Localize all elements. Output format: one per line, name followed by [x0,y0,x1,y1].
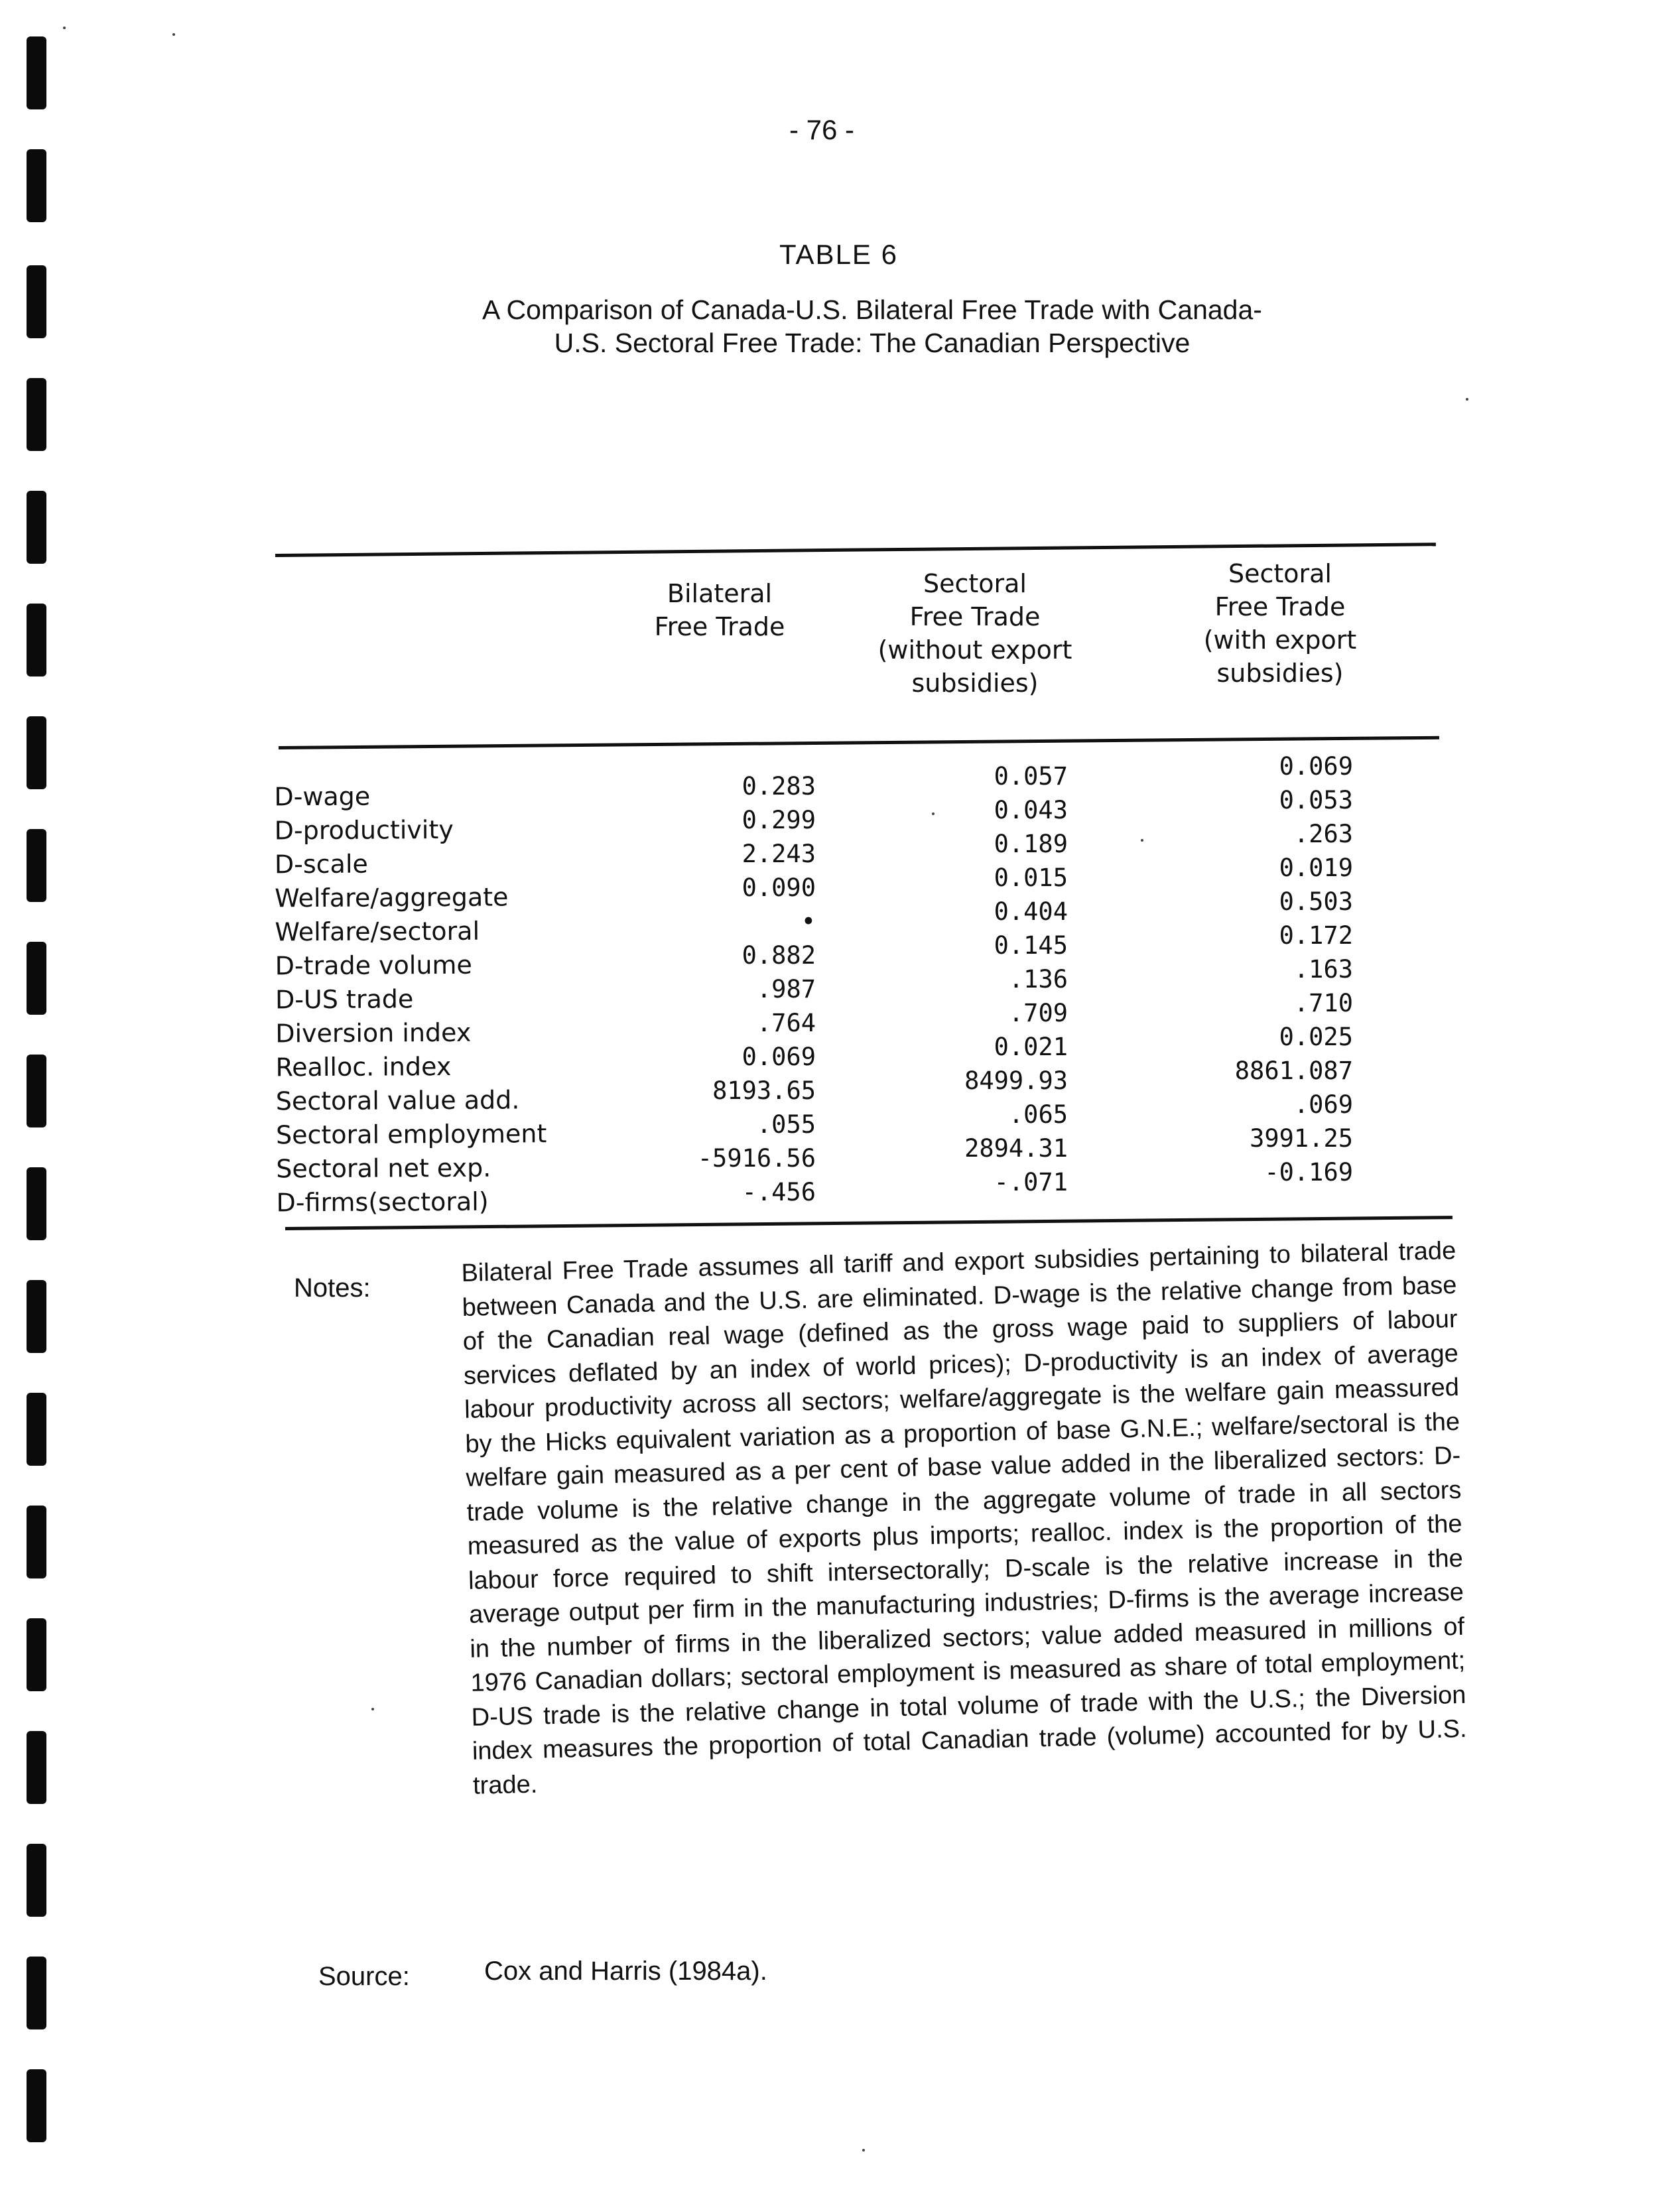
row-label: D-productivity [274,814,454,846]
sectoral-without-cell: 0.057 [994,762,1068,791]
sectoral-with-cell: 8861.087 [1234,1057,1353,1085]
sectoral-with-cell: 0.172 [1279,921,1353,950]
binding-mark [27,1731,46,1804]
bilateral-values [663,769,816,1209]
bilateral-cell: 2.243 [742,840,816,868]
page-number: - 76 - [789,114,855,145]
sectoral-with-cell: 0.069 [1279,752,1353,781]
sectoral-without-cell: -.071 [994,1168,1068,1196]
binding-mark [27,378,46,451]
table-top-rule [275,543,1436,557]
source-label: Source: [318,1962,410,1991]
sectoral-without-cell: .136 [1008,965,1068,994]
bilateral-cell: • [801,907,816,936]
row-label: D-trade volume [275,950,472,981]
sectoral-without-cell: 0.015 [994,864,1068,892]
binding-mark [27,1506,46,1578]
binding-mark [27,942,46,1015]
sectoral-with-cell: .263 [1293,820,1353,848]
binding-mark [27,1055,46,1127]
sectoral-without-cell: 0.189 [994,830,1068,858]
sectoral-with-cell: -0.169 [1264,1158,1353,1187]
sectoral-without-cell: 0.043 [994,796,1068,824]
bilateral-cell: -5916.56 [697,1144,816,1173]
column-header-sectoral-without: Sectoral Free Trade (without export subsidies) [877,569,1072,698]
scan-speck [371,1708,374,1710]
scan-speck [1141,839,1143,842]
sectoral-without-cell: 0.021 [994,1033,1068,1061]
row-label: Welfare/aggregate [275,882,509,913]
binding-mark [27,1957,46,2029]
table-caption: A Comparison of Canada-U.S. Bilateral Free Trade with Canada-U.S. Sectoral Free Trade: The Canadian Perspective [482,294,1262,358]
bilateral-cell: 0.882 [742,941,816,970]
notes-label: Notes: [294,1273,371,1303]
bilateral-cell: -.456 [742,1178,816,1206]
sectoral-with-cell: 3991.25 [1250,1124,1353,1153]
row-labels [274,779,621,1220]
sectoral-without-cell: 0.404 [994,897,1068,926]
scan-speck [1466,398,1468,401]
row-label: Realloc. index [275,1051,452,1082]
binding-mark [27,1618,46,1691]
bilateral-cell: .764 [756,1009,816,1037]
column-header-sectoral-with: Sectoral Free Trade (with export subsidies) [1203,559,1357,688]
scan-speck [172,33,175,36]
row-label: Sectoral employment [275,1119,547,1150]
sectoral-without-values [915,759,1068,1199]
row-label: Welfare/sectoral [275,916,480,947]
sectoral-with-cell: 0.019 [1279,854,1353,882]
scan-speck [63,27,66,29]
table-label: TABLE 6 [779,239,898,270]
binding-mark [27,491,46,564]
binding-mark [27,604,46,676]
sectoral-without-cell: 8499.93 [964,1066,1068,1095]
bilateral-cell: .055 [756,1110,816,1139]
row-label: D-US trade [275,984,414,1015]
binding-mark [27,265,46,338]
row-label: D-wage [274,781,371,812]
table-header-rule [279,736,1439,749]
sectoral-without-cell: .709 [1008,999,1068,1027]
sectoral-without-cell: 2894.31 [964,1134,1068,1163]
binding-mark [27,829,46,902]
sectoral-with-values [1187,749,1353,1189]
sectoral-with-cell: 0.503 [1279,887,1353,916]
binding-mark [27,2069,46,2142]
bilateral-cell: 0.283 [742,772,816,801]
notes-text: Bilateral Free Trade assumes all tariff and export subsidies pertaining to bilateral trade between Canada and the U.S. are eliminated. D-wage is the relative change from base of the Canadian real wage (defined as the gross wage paid to suppliers of labour services deflated by an index of world prices); D-productivity is an index of average labour productivity across all sectors; welfare/aggregate is the welfare gain meassured by the Hicks equivalent variation as a proportion of base G.N.E.; welfare/sectoral is the welfare gain measured as a per cent of base value added in the liberalized sectors: D-trade volume is the relative change in the aggregate volume of trade in all sectors measured as the value of exports plus imports; realloc. index is the proportion of the labour force required to shift intersectorally; D-scale is the relative increase in the average output per firm in the manufacturing industries; D-firms is the average increase in the number of firms in the liberalized sectors; value added measured in millions of 1976 Canadian dollars; sectoral employment is measured as share of total employment; D-US trade is the relative change in total volume of trade with the U.S.; the Diversion index measures the proportion of total Canadian trade (volume) accounted for by U.S. trade. [461,1236,1468,1800]
binding-mark [27,1167,46,1240]
sectoral-without-cell: .065 [1008,1100,1068,1129]
column-header-bilateral: Bilateral Free Trade [654,579,785,641]
sectoral-with-cell: .710 [1293,989,1353,1017]
scan-speck [862,2149,865,2152]
binding-mark [27,149,46,222]
row-label: Diversion index [275,1017,472,1049]
bilateral-cell: 0.090 [742,873,816,902]
bilateral-cell: 0.069 [742,1043,816,1071]
sectoral-with-cell: 0.053 [1279,786,1353,814]
binding-mark [27,716,46,789]
bilateral-cell: 0.299 [742,806,816,834]
binding-mark [27,1844,46,1917]
sectoral-with-cell: 0.025 [1279,1023,1353,1051]
row-label: Sectoral net exp. [276,1153,491,1184]
binding-mark [27,36,46,109]
bilateral-cell: .987 [756,975,816,1003]
sectoral-with-cell: .069 [1293,1090,1353,1119]
row-label: D-firms(sectoral) [276,1187,489,1218]
sectoral-without-cell: 0.145 [994,931,1068,960]
bilateral-cell: 8193.65 [712,1076,816,1105]
row-label: Sectoral value add. [275,1085,520,1116]
row-label: D-scale [274,849,368,879]
binding-mark [27,1393,46,1466]
sectoral-with-cell: .163 [1293,955,1353,984]
source-citation: Cox and Harris (1984a). [484,1957,767,1986]
binding-mark [27,1280,46,1353]
